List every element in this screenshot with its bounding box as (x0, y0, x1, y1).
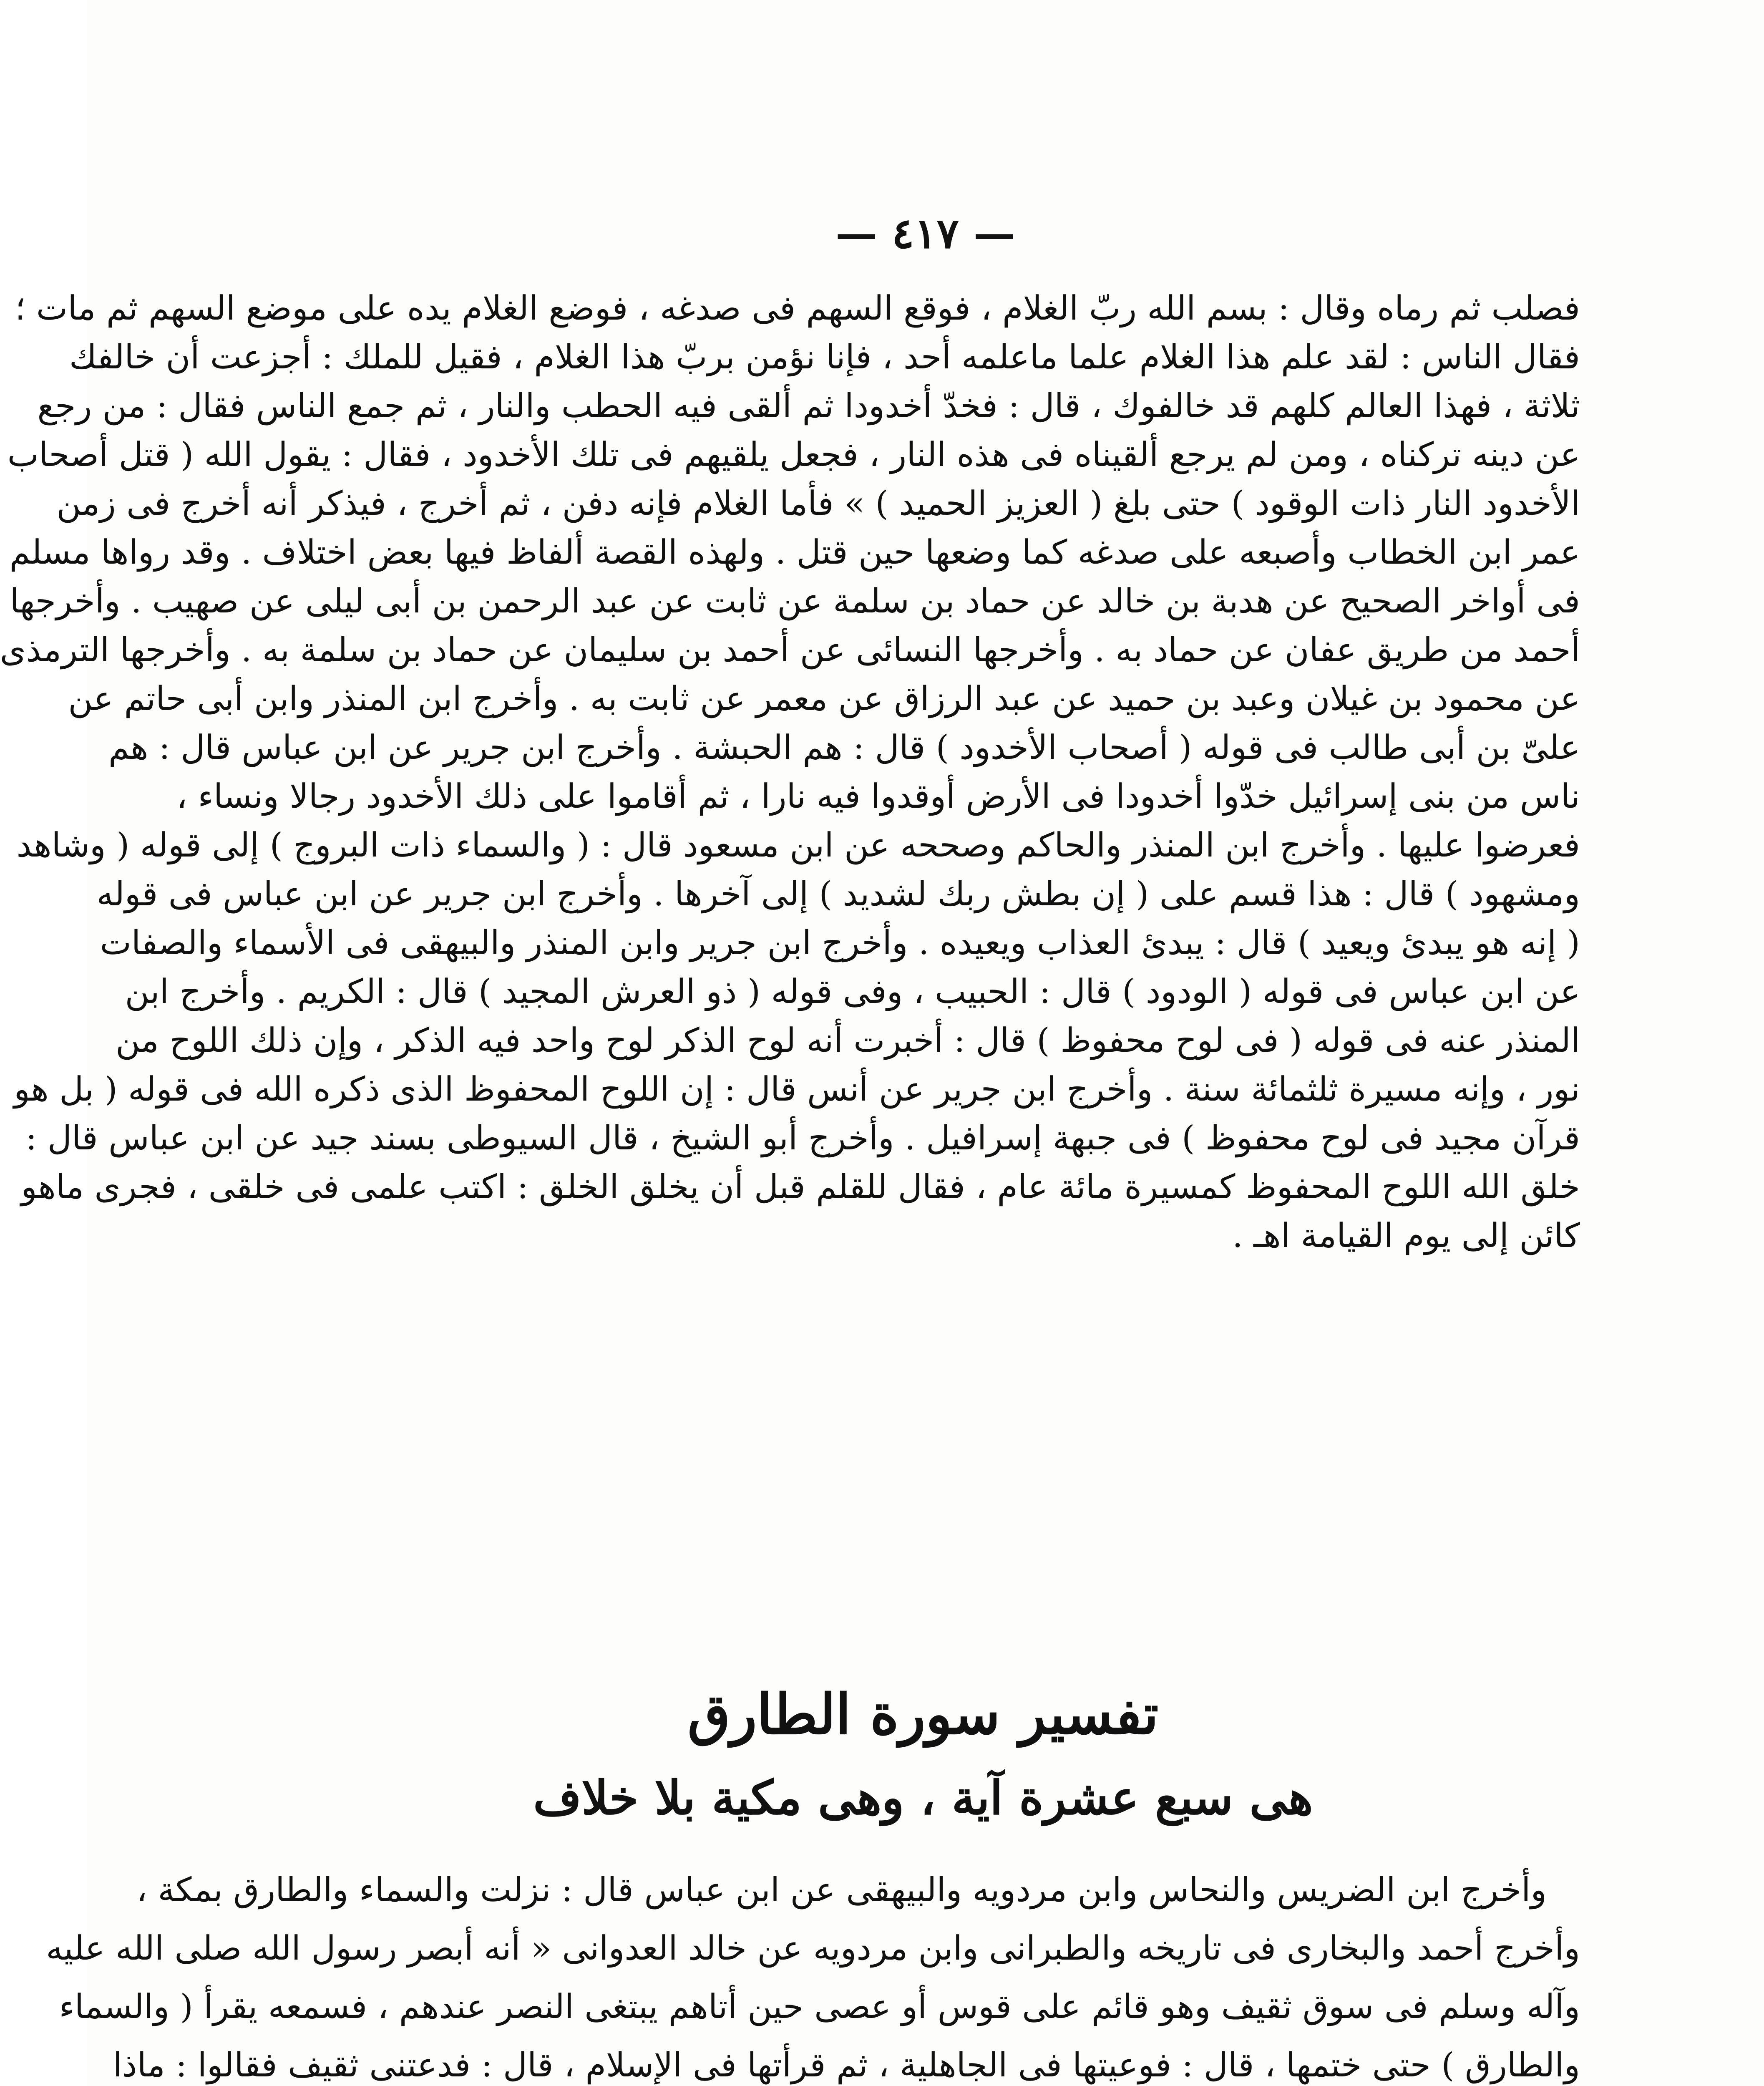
text-line: ثلاثة ، فهذا العالم كلهم قد خالفوك ، قال : فخدّ أخدودا ثم ألقى فيه الحطب والنار ، ثم جمع الناس فقال : من رجع (37, 386, 1580, 425)
surah-title: تفسير سورة الطارق (687, 1682, 1159, 1747)
surah-subtitle: هى سبع عشرة آية ، وهى مكية بلا خلاف (533, 1771, 1313, 1825)
text-line: والطارق ) حتى ختمها ، قال : فوعيتها فى الجاهلية ، ثم قرأتها فى الإسلام ، قال : فدعتنى ثقيف فقالوا : ماذا (113, 2046, 1580, 2084)
text-line: خلق الله اللوح المحفوظ كمسيرة مائة عام ، فقال للقلم قبل أن يخلق الخلق : اكتب علمى فى خلقى ، فجرى ماهو (21, 1167, 1580, 1206)
text-line: ( إنه هو يبدئ ويعيد ) قال : يبدئ العذاب ويعيده . وأخرج ابن جرير وابن المنذر والبيهقى فى الأسماء والصفات (100, 923, 1580, 962)
text-line: وأخرج أحمد والبخارى فى تاريخه والطبرانى وابن مردويه عن خالد العدوانى « أنه أبصر رسول الله صلى الله عليه (46, 1929, 1580, 1968)
text-line: عن دينه تركناه ، ومن لم يرجع ألقيناه فى هذه النار ، فجعل يلقيهم فى تلك الأخدود ، فقال : يقول الله ( قتل أصحاب (7, 435, 1580, 474)
text-line: فى أواخر الصحيح عن هدبة بن خالد عن حماد بن سلمة عن ثابت عن عبد الرحمن بن أبى ليلى عن صهيب . وأخرجها (10, 582, 1580, 620)
text-line: وآله وسلم فى سوق ثقيف وهو قائم على قوس أو عصى حين أتاهم يبتغى النصر عندهم ، فسمعه يقرأ ( والسماء (59, 1987, 1580, 2026)
text-line: ناس من بنى إسرائيل خدّوا أخدودا فى الأرض أوقدوا فيه نارا ، ثم أقاموا على ذلك الأخدود رجالا ونساء ، (176, 777, 1580, 816)
text-line: المنذر عنه فى قوله ( فى لوح محفوظ ) قال : أخبرت أنه لوح الذكر لوح واحد فيه الذكر ، وإن ذلك اللوح من (116, 1021, 1580, 1060)
text-line: أحمد من طريق عفان عن حماد به . وأخرجها النسائى عن أحمد بن سليمان عن حماد بن سلمة به . وأخرجها الترمذى (0, 630, 1580, 669)
page-number: — ٤١٧ — (835, 209, 1015, 258)
text-line: عن محمود بن غيلان وعبد بن حميد عن عبد الرزاق عن معمر عن ثابت به . وأخرج ابن المنذر وابن أبى حاتم عن (68, 679, 1580, 718)
text-line: ومشهود ) قال : هذا قسم على ( إن بطش ربك لشديد ) إلى آخرها . وأخرج ابن جرير عن ابن عباس فى قوله (96, 874, 1580, 913)
text-line: نور ، وإنه مسيرة ثلثمائة سنة . وأخرج ابن جرير عن أنس قال : إن اللوح المحفوظ الذى ذكره الله فى قوله ( بل هو (14, 1070, 1580, 1109)
text-line: كائن إلى يوم القيامة اهـ . (1232, 1216, 1580, 1255)
text-line: علىّ بن أبى طالب فى قوله ( أصحاب الأخدود ) قال : هم الحبشة . وأخرج ابن جرير عن ابن عباس قال : هم (108, 728, 1580, 767)
text-line: قرآن مجيد فى لوح محفوظ ) فى جبهة إسرافيل . وأخرج أبو الشيخ ، قال السيوطى بسند جيد عن ابن عباس قال : (25, 1119, 1580, 1157)
text-line: عن ابن عباس فى قوله ( الودود ) قال : الحبيب ، وفى قوله ( ذو العرش المجيد ) قال : الكريم . وأخرج ابن (125, 972, 1580, 1011)
tafsir-text-block (46, 1861, 1580, 2086)
text-line: الأخدود النار ذات الوقود ) حتى بلغ ( العزيز الحميد ) » فأما الغلام فإنه دفن ، ثم أخرج ، فيذكر أنه أخرج فى زمن (56, 484, 1580, 523)
text-line: فعرضوا عليها . وأخرج ابن المنذر والحاكم وصححه عن ابن مسعود قال : ( والسماء ذات البروج ) إلى قوله ( وشاهد (16, 826, 1580, 864)
text-line: فصلب ثم رماه وقال : بسم الله ربّ الغلام ، فوقع السهم فى صدغه ، فوضع الغلام يده على موضع السهم ثم مات ؛ (15, 289, 1580, 328)
text-line: وأخرج ابن الضريس والنحاس وابن مردويه والبيهقى عن ابن عباس قال : نزلت والسماء والطارق بمكة ، (136, 1870, 1547, 1909)
text-line: فقال الناس : لقد علم هذا الغلام علما ماعلمه أحد ، فإنا نؤمن بربّ هذا الغلام ، فقيل للملك : أجزعت أن خالفك (69, 338, 1580, 376)
text-line: عمر ابن الخطاب وأصبعه على صدغه كما وضعها حين قتل . ولهذه القصة ألفاظ فيها بعض اختلاف . وقد رواها مسلم (9, 533, 1580, 572)
main-text-block (0, 284, 1580, 1260)
